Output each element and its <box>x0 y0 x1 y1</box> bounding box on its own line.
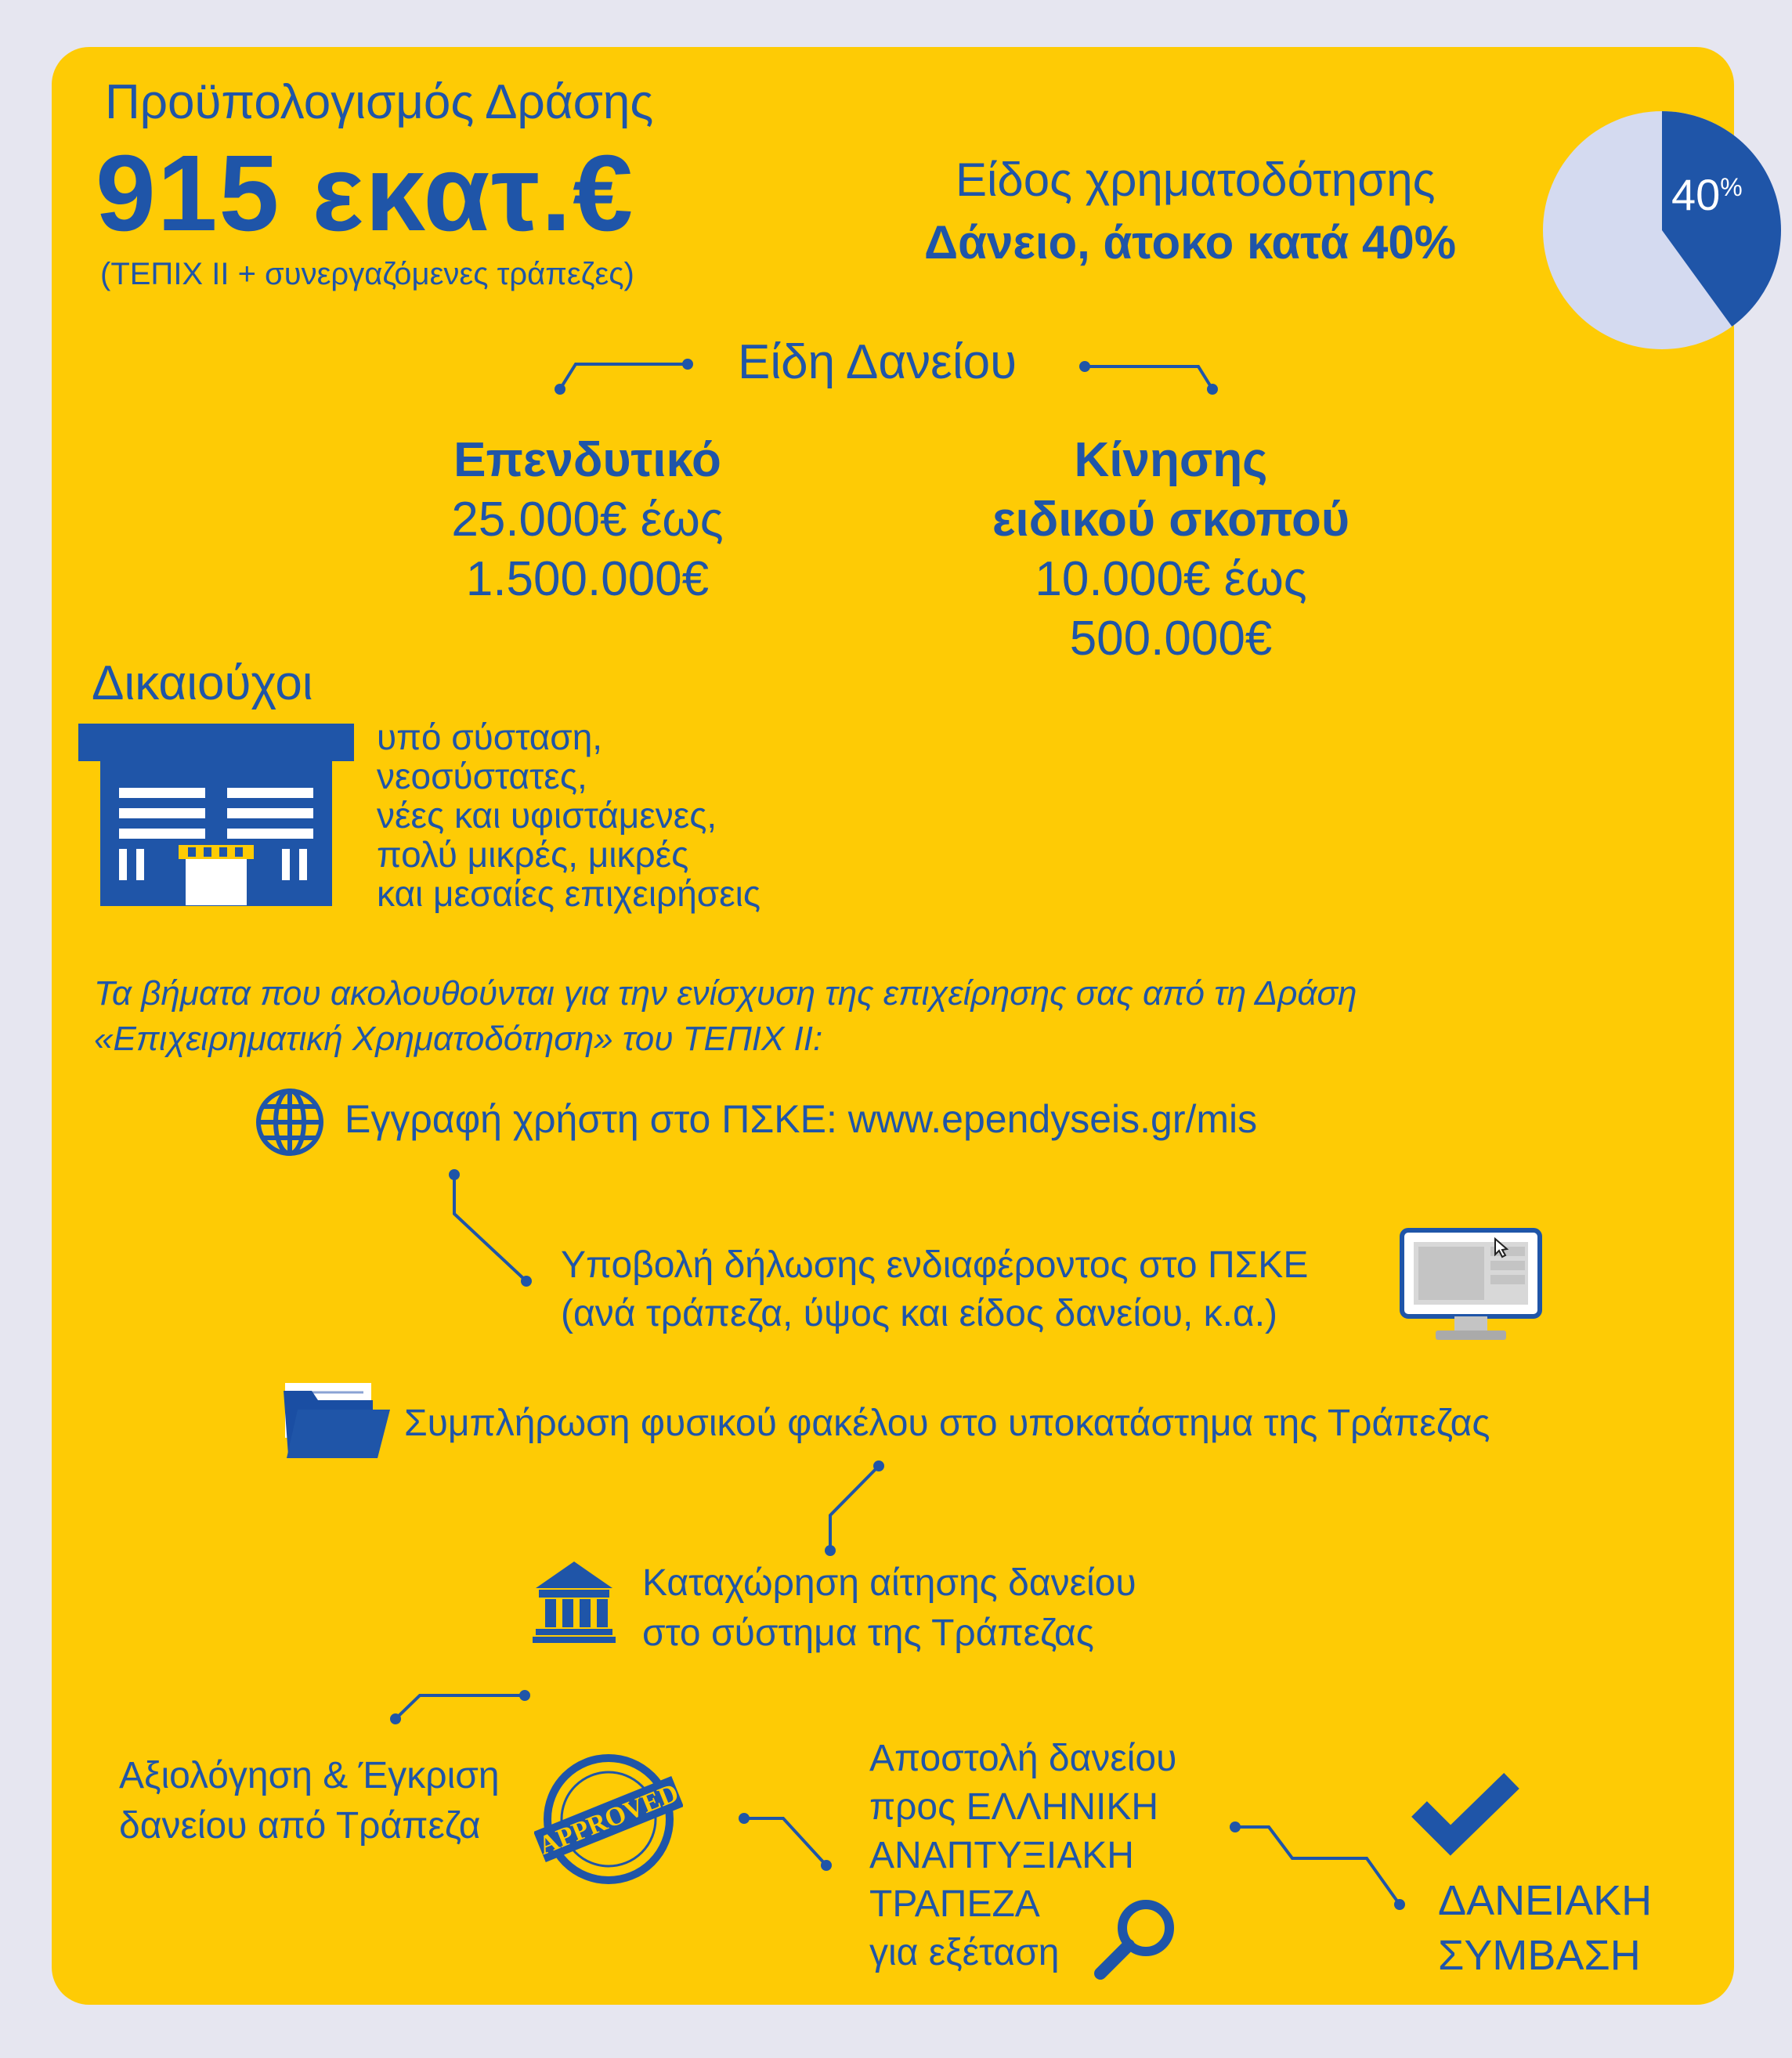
step-send-line: Αποστολή δανείου <box>869 1738 1177 1779</box>
step-contract-line1: ΔΑΝΕΙΑΚΗ <box>1438 1877 1653 1924</box>
loan-working-line1: 10.000€ έως <box>1035 552 1307 606</box>
step-contract-line2: ΣΥΜΒΑΣΗ <box>1438 1932 1641 1979</box>
loan-types-heading: Είδη Δανείου <box>738 335 1017 389</box>
financing-value: Δάνειο, άτοκο κατά 40% <box>924 216 1457 269</box>
beneficiaries-line: και μεσαίες επιχειρήσεις <box>377 873 761 914</box>
pie-unit: % <box>1720 173 1743 201</box>
financing-heading: Είδος χρηματοδότησης <box>956 153 1436 206</box>
steps-intro-line2: «Επιχειρηματική Χρηματοδότηση» του ΤΕΠΙΧ ΙΙ: <box>94 1020 823 1058</box>
approved-stamp-icon <box>534 1745 683 1894</box>
globe-icon <box>255 1087 325 1157</box>
pie-number: 40 <box>1671 170 1721 219</box>
step-send-line: για εξέταση <box>869 1932 1060 1973</box>
loan-working-line2: 500.000€ <box>1069 612 1273 666</box>
budget-heading: Προϋπολογισμός Δράσης <box>105 75 654 129</box>
step-folder-text: Συμπλήρωση φυσικού φακέλου στο υποκατάστημα της Τράπεζας <box>404 1403 1490 1444</box>
beneficiaries-list <box>377 717 761 913</box>
financing-pie-chart <box>1541 110 1784 352</box>
steps-intro-line1: Τα βήματα που ακολουθούνται για την ενίσχυση της επιχείρησης σας από τη Δράση <box>94 974 1357 1013</box>
loan-working-title-2: ειδικού σκοπού <box>992 493 1349 547</box>
shop-icon <box>78 724 356 908</box>
budget-amount: 915 εκατ.€ <box>96 133 634 254</box>
beneficiaries-line: νέες και υφιστάμενες, <box>377 795 717 836</box>
step-contract-text <box>1438 1873 1652 1983</box>
step-bank-text <box>642 1558 1136 1659</box>
budget-note: (ΤΕΠΙΧ ΙΙ + συνεργαζόμενες τράπεζες) <box>100 257 634 291</box>
loan-investment-line2: 1.500.000€ <box>465 552 710 606</box>
monitor-icon <box>1400 1228 1542 1345</box>
step-declare-line1: Υποβολή δήλωσης ενδιαφέροντος στο ΠΣΚΕ <box>561 1244 1309 1286</box>
step-approval-text <box>119 1751 500 1851</box>
step-approval-line2: δανείου από Τράπεζα <box>119 1805 481 1847</box>
loan-investment-block <box>392 431 783 609</box>
approved-stamp-label: APPROVED <box>534 1778 683 1861</box>
steps-intro <box>94 971 1357 1062</box>
step-bank-line2: στο σύστημα της Τράπεζας <box>642 1612 1094 1654</box>
step-send-line: προς ΕΛΛΗΝΙΚΗ <box>869 1786 1159 1828</box>
loan-working-block <box>959 431 1382 669</box>
loan-investment-title: Επενδυτικό <box>453 433 721 487</box>
step-approval-line1: Αξιολόγηση & Έγκριση <box>119 1755 500 1796</box>
step-declare-line2: (ανά τράπεζα, ύψος και είδος δανείου, κ.α.) <box>561 1293 1278 1334</box>
step-declare-text <box>561 1241 1308 1338</box>
beneficiaries-line: πολύ μικρές, μικρές <box>377 834 689 875</box>
magnifier-icon <box>1093 1895 1180 1983</box>
step-register-text: Εγγραφή χρήστη στο ΠΣΚΕ: www.ependyseis.gr/mis <box>345 1097 1258 1141</box>
folder-icon <box>280 1377 392 1460</box>
loan-investment-line1: 25.000€ έως <box>451 493 724 547</box>
bank-icon <box>531 1558 617 1645</box>
step-send-line: ΑΝΑΠΤΥΞΙΑΚΗ <box>869 1835 1134 1876</box>
checkmark-icon <box>1410 1771 1521 1856</box>
beneficiaries-line: υπό σύσταση, <box>377 717 603 757</box>
beneficiaries-line: νεοσύστατες, <box>377 756 587 796</box>
loan-working-title-1: Κίνησης <box>1074 433 1268 487</box>
step-bank-line1: Καταχώρηση αίτησης δανείου <box>642 1562 1136 1604</box>
beneficiaries-heading: Δικαιούχοι <box>92 656 313 710</box>
step-send-line: ΤΡΑΠΕΖΑ <box>869 1883 1040 1925</box>
